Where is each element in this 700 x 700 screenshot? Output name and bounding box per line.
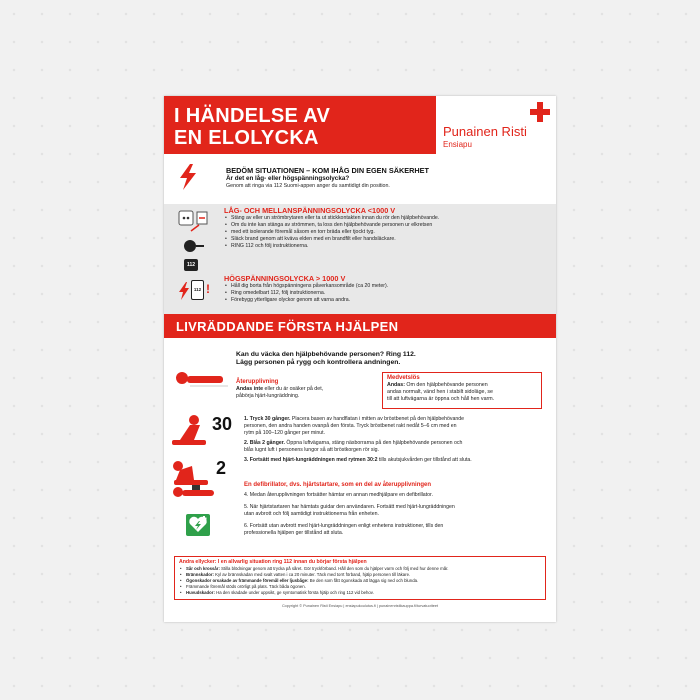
aed-icon	[186, 514, 210, 536]
red-cross-logo	[436, 96, 556, 154]
count-2: 2	[216, 458, 227, 478]
low-voltage-list	[224, 215, 554, 250]
warning-exclamation-icon: !	[206, 282, 210, 296]
defibrillator-section	[244, 481, 549, 537]
socket-icon	[177, 209, 211, 235]
list-item: • Släck brand genom att kväva elden med en brandfilt eller handsläckare.	[224, 236, 554, 243]
injury-text: Kyl av brännskadan med svalt vatten i ca 20 minuter. Täck med torrt förband, hjälp personen till läkare.	[213, 571, 411, 577]
cpr-step-text: personen, den andra handen ovanpå den första. Tryck bröstbenet rakt nedåt 5–6 cm med en	[244, 423, 457, 429]
poster-title	[164, 96, 436, 154]
injury-text: Främmande föremål stöds orörligt på plats. Täck båda ögonen.	[186, 583, 306, 589]
assess-title: BEDÖM SITUATIONEN – KOM IHÅG DIN EGEN SÄKERHET	[226, 166, 429, 175]
cpr-step-label: 2. Blås 2 gånger.	[244, 440, 285, 446]
defib-step-text: 6. Fortsätt utan avbrott med hjärt-lungräddningen enligt enhetens instruktioner, tills den	[244, 523, 444, 529]
logo-sub: Ensiapu	[443, 140, 472, 149]
list-item	[179, 590, 541, 596]
high-voltage-title: HÖGSPÄNNINGSOLYCKA > 1000 V	[224, 274, 346, 283]
question-1: Kan du väcka den hjälpbehövande personen? Ring 112.	[236, 351, 416, 358]
list-item: • Förebygg ytterligare olyckor genom att varna andra.	[224, 297, 554, 304]
red-cross-icon	[530, 102, 550, 122]
injury-label: Huvudskador:	[186, 589, 215, 595]
high-voltage-list	[224, 283, 554, 304]
logo-name: Punainen Risti	[443, 124, 527, 139]
defibrillator-person-figure	[170, 482, 220, 504]
defib-step-text: 4. Medan återupplivningen fortsätter hämtar en annan medhjälpare en defibrillator.	[244, 492, 433, 498]
plug-icon	[182, 238, 204, 254]
list-item: • Om du inte kan stänga av strömmen, ta loss den hjälpbehövande personen ur elkretsen	[224, 222, 554, 229]
revive-line-2: påbörja hjärt-lungräddning.	[236, 393, 300, 400]
title-line-2: EN ELOLYCKA	[174, 127, 319, 149]
defib-step-text: utan avbrott och följ samtidigt instruktionerna från enheten.	[244, 511, 379, 517]
cpr-step-label: 3. Fortsätt med hjärt-lungräddningen med rytmen 30:2	[244, 457, 378, 463]
chest-compression-figure	[170, 414, 208, 448]
cpr-step-list	[244, 416, 549, 464]
unconscious-box	[382, 372, 542, 409]
list-item: • Håll dig borta från högspänningens påverkansområde (ca 20 meter).	[224, 283, 554, 290]
injury-text: Stilla blödningar genom att trycka på såret. Gör tryckförband. Håll den som du hjälper varm och följ med hur denne mår.	[219, 565, 449, 571]
injury-label: Brännskador:	[186, 571, 214, 577]
list-item: • RING 112 och följ instruktionerna.	[224, 243, 554, 250]
injury-text: Be den som fått ögonskada att lägga sig ned och blunda.	[308, 577, 419, 583]
defib-step-6	[244, 523, 549, 537]
poster-footer: Copyright © Punainen Risti Ensiapu | ensiapukoulutus.fi | punainenristikauppa.fi/turvatuotteet	[281, 604, 439, 608]
unconscious-title: Medvetslös	[387, 375, 420, 381]
cpr-step-1	[244, 416, 549, 437]
lightning-icon	[178, 164, 198, 190]
title-line-1: I HÄNDELSE AV	[174, 105, 331, 127]
assess-text: Genom att ringa via 112 Suomi-appen anger du samtidigt din position.	[226, 183, 390, 189]
other-injuries-box	[174, 556, 546, 600]
cpr-step-text: blås lugnt luft i personens lungor så att bröstkorgen rör sig.	[244, 447, 379, 453]
count-30: 30	[212, 414, 233, 434]
other-injuries-title: Andra ellycker: I en allvarlig situation ring 112 innan du börjar första hjälpen	[179, 559, 367, 565]
list-item: • Ring omedelbart 112, följ instruktionerna.	[224, 290, 554, 297]
injury-label: Sår och krossår:	[186, 565, 220, 571]
defib-step-5	[244, 504, 549, 518]
lightning-small-icon	[178, 282, 190, 300]
defib-step-4	[244, 492, 549, 499]
unconscious-text	[387, 382, 537, 389]
revive-bold: Andas inte	[236, 386, 264, 392]
question-2: Lägg personen på rygg och kontrollera andningen.	[236, 359, 401, 367]
assess-question: Är det en låg- eller högspänningsolycka?	[226, 175, 350, 182]
injury-label: Ögonskador orsakade av främmande föremål eller ljusbåge:	[186, 577, 309, 583]
low-voltage-title: LÅG- OCH MELLANSPÄNNINGSOLYCKA <1000 V	[224, 206, 396, 215]
unconscious-bold: Andas:	[387, 382, 405, 388]
other-injuries-list	[179, 566, 541, 596]
high-voltage-section	[224, 274, 554, 304]
defibrillator-title: En defibrillator, dvs. hjärtstartare, som en del av återupplivningen	[244, 482, 432, 488]
defib-step-list	[244, 492, 549, 537]
phone-112-icon: 112	[184, 259, 198, 271]
unconscious-line-2: andas normalt, vänd hen i stabilt sidoläge, se	[387, 388, 494, 395]
cpr-step-text: tills akutsjukvården ger tillstånd att sluta.	[377, 457, 472, 463]
unconscious-line-3: till att luftvägarna är öppna och håll hen varm.	[387, 395, 495, 402]
first-aid-banner: LIVRÄDDANDE FÖRSTA HJÄLPEN	[164, 314, 556, 338]
cpr-step-label: 1. Tryck 30 gånger.	[244, 416, 291, 422]
revive-block	[236, 379, 376, 400]
poster	[164, 96, 556, 622]
poster-header	[164, 96, 556, 154]
cpr-step-2	[244, 440, 549, 454]
phone-112-icon: 112	[191, 280, 204, 300]
injury-text: Ha den skadade under uppsikt, ge symtomatisk första hjälp och ring 112 vid behov.	[214, 589, 374, 595]
cpr-step-text: Öppna luftvägarna, stäng näsborrarna på den hjälpbehövande personen och	[284, 440, 463, 446]
lying-person-figure	[170, 368, 230, 390]
list-item: • med ett isolerande föremål såsom en torr bräda eller tjockt tyg.	[224, 229, 554, 236]
defib-step-text: professionella hjälpen ger tillstånd att sluta.	[244, 530, 344, 536]
revive-line-1: eller du är osäker på det,	[263, 386, 324, 392]
cpr-steps	[244, 416, 549, 464]
defib-step-text: 5. När hjärtstartaren har hämtats guidar den användaren. Fortsätt med hjärt-lungräddningen	[244, 504, 455, 510]
assess-section	[226, 166, 546, 190]
first-aid-questions	[236, 351, 556, 368]
cpr-step-text: rytm på 100–120 gånger per minut.	[244, 430, 326, 436]
cpr-step-3	[244, 457, 549, 464]
unconscious-line-1: Om den hjälpbehövande personen	[404, 382, 488, 388]
low-voltage-section	[224, 206, 554, 250]
list-item: • Stäng av eller un strömbrytaren eller ta ut stickkontakten innan du rör den hjälpbehövande.	[224, 215, 554, 222]
cpr-step-text: Placera basen av handflatan i mitten av bröstbenet på den hjälpbehövande	[290, 416, 465, 422]
revive-title: Återupplivning	[236, 379, 279, 385]
